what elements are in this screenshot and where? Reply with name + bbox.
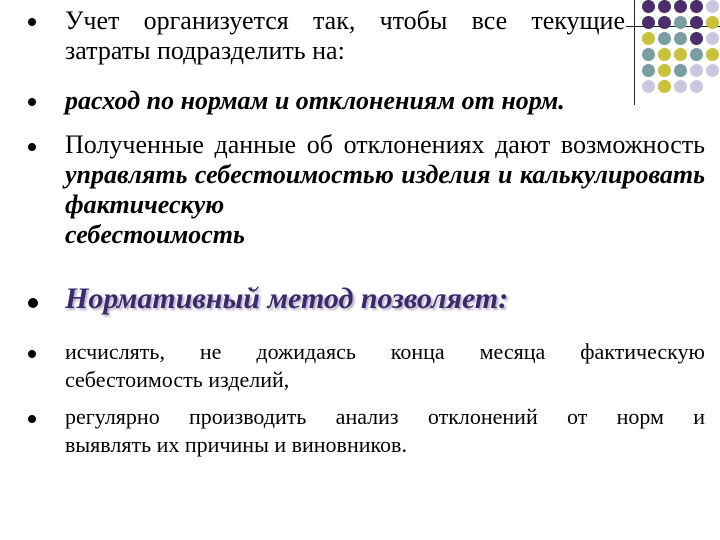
cost-division-line-1: Учет организуется так, чтобы все текущие — [65, 6, 625, 35]
deviation-data-line-1: Полученные данные об отклонениях дают — [65, 130, 551, 159]
decor-dot — [690, 16, 703, 29]
calculate-cost-line-2: себестоимость изделий, — [65, 367, 290, 392]
decor-dot — [658, 48, 671, 61]
decor-dot — [706, 64, 719, 77]
cost-division-line-2: затраты подразделить на: — [65, 36, 345, 65]
decor-dot — [706, 48, 719, 61]
bullet-dot — [28, 98, 36, 106]
decor-horizontal-line — [626, 26, 720, 27]
decor-dot — [706, 16, 719, 29]
bullet-dot — [28, 415, 36, 423]
decor-dot — [642, 64, 655, 77]
decor-dot — [706, 0, 719, 13]
deviation-data-line-2-plain: возможность — [560, 130, 705, 159]
decor-dot — [674, 32, 687, 45]
decor-dot — [690, 0, 703, 13]
decor-dot — [690, 32, 703, 45]
decor-dot — [642, 0, 655, 13]
decor-dot — [674, 64, 687, 77]
bullet-deviation-data — [65, 130, 705, 250]
decor-dot — [642, 48, 655, 61]
decor-dot — [674, 16, 687, 29]
decor-dot — [658, 32, 671, 45]
deviation-data-line-2-italic: управлять себестоимостью — [65, 160, 394, 189]
decor-dot — [642, 32, 655, 45]
bullet-calculate-cost — [65, 338, 705, 394]
deviation-data-line-4: себестоимость — [65, 220, 245, 249]
decor-dot — [658, 16, 671, 29]
bullet-cost-division — [65, 6, 625, 66]
analyze-deviations-line-1: регулярно производить анализ отклонений от норм и — [65, 404, 705, 429]
decor-dot — [658, 64, 671, 77]
deviation-data-line-3: изделия и калькулировать фактическую — [65, 160, 705, 219]
bullet-dot — [28, 143, 36, 151]
decor-dot — [690, 64, 703, 77]
calculate-cost-line-1: исчислять, не дожидаясь конца месяца фактическую — [65, 339, 705, 364]
bullet-dot — [28, 298, 38, 308]
decor-dot — [674, 48, 687, 61]
decor-dot — [658, 0, 671, 13]
decor-dot — [706, 32, 719, 45]
method-heading: Нормативный метод позволяет: — [65, 282, 509, 315]
analyze-deviations-line-2: выявлять их причины и виновников. — [65, 432, 407, 457]
decor-dot — [642, 16, 655, 29]
bullet-dot — [28, 18, 36, 26]
bullet-norms-deviations: расход по нормам и отклонениям от норм. — [65, 86, 565, 115]
bullet-analyze-deviations — [65, 403, 705, 459]
decor-dot — [674, 0, 687, 13]
decor-dot — [690, 48, 703, 61]
bullet-dot — [28, 350, 36, 358]
